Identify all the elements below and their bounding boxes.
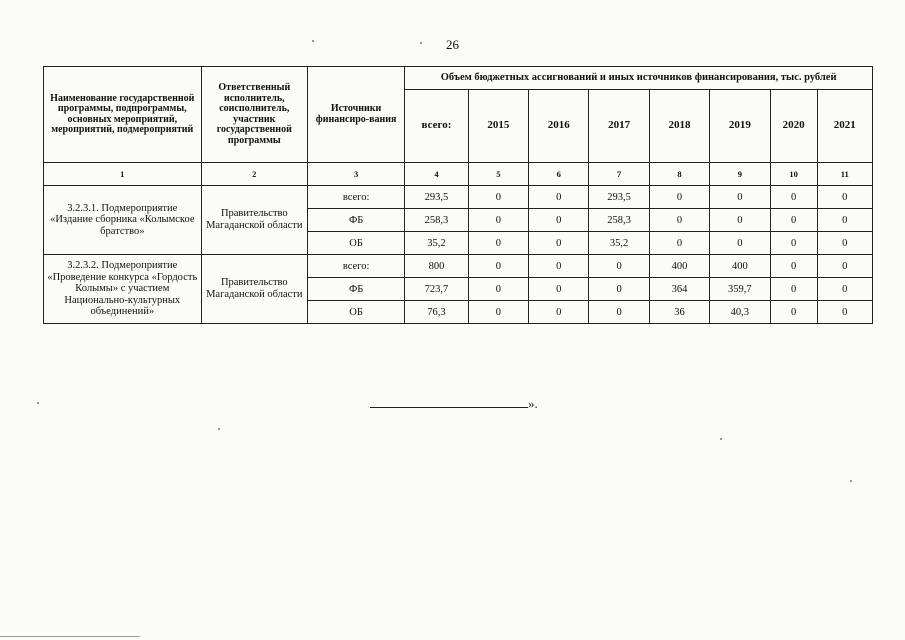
header-year: 2017 — [589, 90, 649, 163]
header-executor: Ответственный исполнитель, соисполнитель, участник государственной программы — [201, 67, 307, 163]
executor-name: Правительство Магаданской области — [201, 186, 307, 255]
activity-name: 3.2.3.1. Подмероприятие «Издание сборника «Колымское братство» — [44, 186, 202, 255]
value-cell: 0 — [529, 255, 589, 278]
source-cell: ОБ — [308, 301, 405, 324]
closing-quote-mark: ». — [528, 396, 538, 411]
column-number: 5 — [468, 163, 528, 186]
column-number: 11 — [817, 163, 872, 186]
value-cell: 0 — [468, 232, 528, 255]
table-row — [44, 186, 873, 209]
value-cell: 0 — [529, 209, 589, 232]
value-cell: 0 — [468, 209, 528, 232]
column-number: 8 — [649, 163, 709, 186]
value-cell: 0 — [817, 301, 872, 324]
scan-speck — [218, 428, 220, 430]
value-cell: 0 — [649, 232, 709, 255]
activity-name: 3.2.3.2. Подмероприятие «Проведение конкурса «Гордость Колымы» с участием Национально-культурных объединений» — [44, 255, 202, 324]
value-cell: 0 — [589, 301, 649, 324]
value-cell: 35,2 — [405, 232, 468, 255]
signature-rule — [370, 395, 528, 408]
value-cell: 359,7 — [710, 278, 770, 301]
source-cell: всего: — [308, 186, 405, 209]
value-cell: 35,2 — [589, 232, 649, 255]
header-year: 2016 — [529, 90, 589, 163]
value-cell: 0 — [770, 209, 817, 232]
value-cell: 0 — [649, 209, 709, 232]
column-number-row — [44, 163, 873, 186]
value-cell: 400 — [649, 255, 709, 278]
value-cell: 800 — [405, 255, 468, 278]
source-cell: ФБ — [308, 209, 405, 232]
value-cell: 0 — [770, 255, 817, 278]
header-year: 2019 — [710, 90, 770, 163]
value-cell: 0 — [817, 186, 872, 209]
value-cell: 364 — [649, 278, 709, 301]
value-cell: 0 — [529, 232, 589, 255]
page-number: 26 — [446, 37, 459, 52]
budget-table — [43, 66, 873, 324]
header-year: 2015 — [468, 90, 528, 163]
column-number: 9 — [710, 163, 770, 186]
value-cell: 723,7 — [405, 278, 468, 301]
header-total: всего: — [405, 90, 468, 163]
header-name: Наименование государственной программы, подпрограммы, основных мероприятий, мероприятий, подмероприятий — [44, 67, 202, 163]
value-cell: 258,3 — [405, 209, 468, 232]
header-volume: Объем бюджетных ассигнований и иных источников финансирования, тыс. рублей — [405, 67, 873, 90]
column-number: 3 — [308, 163, 405, 186]
value-cell: 0 — [468, 186, 528, 209]
header-year: 2021 — [817, 90, 872, 163]
header-year: 2018 — [649, 90, 709, 163]
header-source: Источники финансиро-вания — [308, 67, 405, 163]
value-cell: 0 — [468, 278, 528, 301]
value-cell: 0 — [710, 186, 770, 209]
header-year: 2020 — [770, 90, 817, 163]
column-number: 4 — [405, 163, 468, 186]
scan-speck — [420, 42, 422, 44]
scan-edge-line — [0, 636, 140, 637]
value-cell: 0 — [770, 232, 817, 255]
scan-speck — [37, 402, 39, 404]
source-cell: всего: — [308, 255, 405, 278]
value-cell: 0 — [529, 278, 589, 301]
value-cell: 0 — [817, 232, 872, 255]
scan-speck — [850, 480, 852, 482]
executor-name: Правительство Магаданской области — [201, 255, 307, 324]
value-cell: 400 — [710, 255, 770, 278]
value-cell: 0 — [468, 255, 528, 278]
value-cell: 0 — [770, 186, 817, 209]
closing-line — [370, 395, 538, 412]
value-cell: 0 — [817, 278, 872, 301]
value-cell: 0 — [589, 255, 649, 278]
source-cell: ФБ — [308, 278, 405, 301]
column-number: 6 — [529, 163, 589, 186]
source-cell: ОБ — [308, 232, 405, 255]
value-cell: 293,5 — [405, 186, 468, 209]
column-number: 10 — [770, 163, 817, 186]
value-cell: 0 — [468, 301, 528, 324]
scan-speck — [312, 40, 314, 42]
value-cell: 36 — [649, 301, 709, 324]
scan-speck — [720, 438, 722, 440]
value-cell: 293,5 — [589, 186, 649, 209]
value-cell: 0 — [710, 232, 770, 255]
value-cell: 76,3 — [405, 301, 468, 324]
value-cell: 0 — [529, 186, 589, 209]
column-number: 1 — [44, 163, 202, 186]
value-cell: 40,3 — [710, 301, 770, 324]
value-cell: 258,3 — [589, 209, 649, 232]
value-cell: 0 — [589, 278, 649, 301]
value-cell: 0 — [710, 209, 770, 232]
value-cell: 0 — [770, 278, 817, 301]
value-cell: 0 — [529, 301, 589, 324]
value-cell: 0 — [770, 301, 817, 324]
column-number: 2 — [201, 163, 307, 186]
table-row — [44, 255, 873, 278]
value-cell: 0 — [817, 255, 872, 278]
column-number: 7 — [589, 163, 649, 186]
value-cell: 0 — [649, 186, 709, 209]
value-cell: 0 — [817, 209, 872, 232]
